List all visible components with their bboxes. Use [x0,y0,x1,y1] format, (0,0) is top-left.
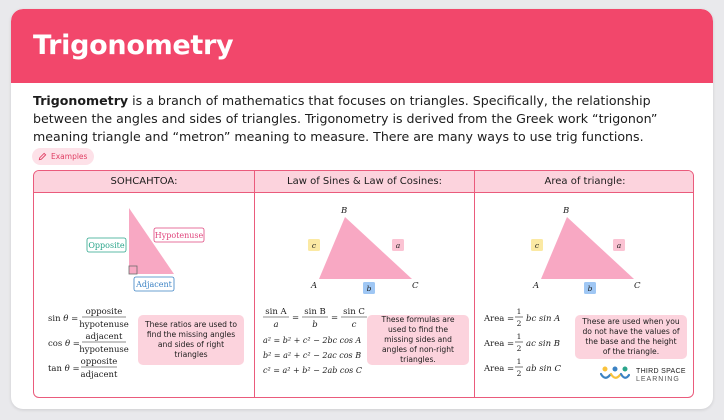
intro-text: is a branch of mathematics that focuses on triangles. Specifically, the relationship between the angles and sides of triangles. Trigonometry is derived from the Greek work “trigonon” meaning triangle and “metron” meaning to measure. There are many ways to use trig functions. [33,93,658,144]
adjacent-label: Adjacent [136,280,172,289]
equals-sign-2: = [331,313,339,323]
logo-line-2: LEARNING [636,375,680,383]
area-frac-num-3: 1 [516,357,522,366]
area-frac-den-1: 2 [516,319,522,328]
sin-denominator: hypotenuse [79,320,129,330]
area-side-c-label: c [534,241,540,250]
area-formula-2-label: Area = [484,339,515,349]
area-rest-2: ac sin B [526,339,561,349]
examples-label: Examples [51,152,88,161]
area-frac-den-3: 2 [516,369,522,378]
cos-denominator: hypotenuse [79,345,129,355]
sines-num-1: sin A [265,307,287,317]
area-formula-1-label: Area = [484,314,515,324]
logo-line-1: THIRD SPACE [636,367,686,375]
sines-cosines-column [254,171,474,397]
sines-num-2: sin B [304,307,326,317]
intro-bold-term: Trigonometry [33,93,129,108]
area-header: Area of triangle: [475,171,694,193]
side-b-label: b [366,284,372,293]
tan-denominator: adjacent [80,370,118,380]
area-vertex-c: C [634,281,641,291]
sines-den-1: a [273,320,279,330]
side-c-label: c [311,241,317,250]
hypotenuse-label: Hypotenuse [154,231,204,240]
area-vertex-b: B [563,206,570,216]
sines-cosines-header: Law of Sines & Law of Cosines: [255,171,474,193]
vertex-a: A [311,281,318,291]
page-title: Trigonometry [33,30,234,61]
area-rest-1: bc sin A [526,314,561,324]
lesson-card [11,9,713,409]
pencil-icon [38,152,47,161]
tan-formula-lhs: tan θ = [48,364,80,374]
sohcahtoa-note: These ratios are used to find the missing angles and sides of right triangles [138,315,244,365]
area-side-a-label: a [616,241,622,250]
sines-cosines-note: These formulas are used to find the missing sides and angles of non-right triangles. [367,315,469,365]
sin-formula-lhs: sin θ = [48,314,79,324]
area-vertex-a: A [533,281,540,291]
area-note: These are used when you do not have the values of the base and the height of the triangle. [575,315,687,359]
logo-text [636,368,686,384]
cosine-law-a: a² = b² + c² − 2bc cos A [263,336,362,345]
sin-numerator: opposite [85,307,123,317]
sines-den-3: c [351,320,357,330]
third-space-learning-logo [600,365,686,386]
area-rest-3: ab sin C [526,364,561,374]
side-a-label: a [395,241,401,250]
brand-mark-icon [600,365,630,386]
sohcahtoa-diagram [34,194,254,398]
area-frac-num-2: 1 [516,332,522,341]
cos-formula-lhs: cos θ = [48,339,80,349]
sohcahtoa-header: SOHCAHTOA: [34,171,254,193]
cosine-law-b: b² = a² + c² − 2ac cos B [263,351,362,360]
sohcahtoa-column [34,171,254,397]
opposite-label: Opposite [88,241,125,250]
tan-numerator: opposite [80,357,118,367]
vertex-c: C [412,281,419,291]
equals-sign-1: = [292,313,300,323]
sines-den-2: b [312,320,318,330]
examples-table [33,170,694,398]
cos-numerator: adjacent [85,332,123,342]
vertex-b: B [341,206,348,216]
header-banner [11,9,713,83]
cosine-law-c: c² = a² + b² − 2ab cos C [263,366,362,375]
area-side-b-label: b [587,284,593,293]
examples-tag[interactable] [32,148,94,165]
area-formula-3-label: Area = [484,364,515,374]
intro-paragraph [33,92,697,146]
area-frac-num-1: 1 [516,307,522,316]
area-column [474,171,694,397]
area-frac-den-2: 2 [516,344,522,353]
sines-cosines-diagram [255,194,475,398]
sines-num-3: sin C [343,307,365,317]
